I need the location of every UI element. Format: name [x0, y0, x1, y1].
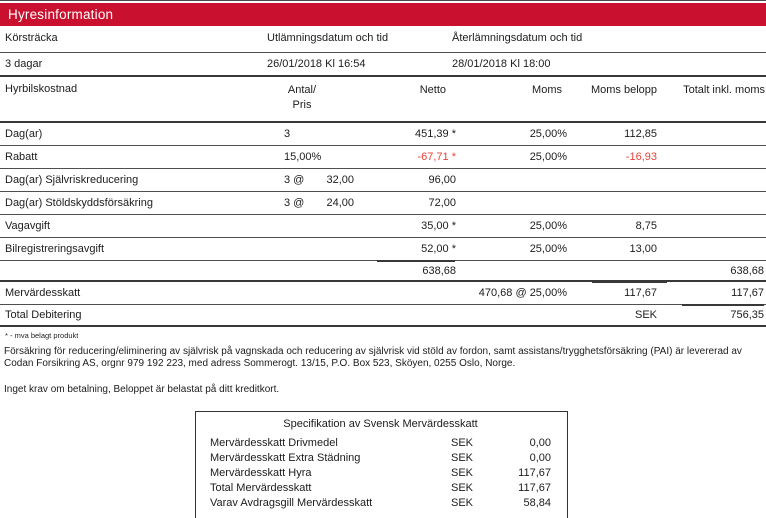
row-vat-rate: 25,00% — [529, 151, 567, 163]
row-price: 24,00 — [326, 197, 354, 209]
vat-box-value: 58,84 — [523, 496, 551, 509]
row-vat-rate: 25,00% — [529, 243, 567, 255]
return-datetime-header: Återlämningsdatum och tid — [452, 32, 583, 44]
vat-box-row-rental — [210, 466, 551, 481]
table-row-registration-fee — [0, 238, 766, 261]
row-vat-amount: 13,00 — [629, 243, 657, 255]
vat-box-row-extra-cleaning — [210, 451, 551, 466]
pickup-datetime-header: Utlämningsdatum och tid — [267, 32, 389, 44]
subtotal-sum-line — [377, 260, 455, 262]
vat-product-footnote: * - mva belagt produkt — [5, 331, 79, 340]
vat-amount: 117,67 — [624, 287, 657, 299]
row-label: Vagavgift — [5, 220, 51, 232]
row-net: 451,39 * — [415, 128, 456, 140]
vat-box-label: Mervärdesskatt Drivmedel — [210, 436, 338, 449]
distance-header: Körsträcka — [5, 32, 58, 44]
row-label: Bilregistreringsavgift — [5, 243, 105, 255]
vat-box-row-deductible — [210, 496, 551, 511]
vat-box-value: 0,00 — [529, 451, 551, 464]
row-net: 52,00 * — [421, 243, 456, 255]
vat-box-value: 117,67 — [518, 466, 551, 479]
row-label: Dag(ar) Stöldskyddsförsäkring — [5, 197, 153, 209]
title-bar — [0, 3, 766, 26]
row-net: 72,00 — [428, 197, 456, 209]
vat-box-currency: SEK — [450, 481, 473, 494]
grand-total-amount: 756,35 — [730, 309, 764, 321]
col-header-vat-rate: Moms — [532, 84, 562, 96]
row-qty: 3 @ — [284, 197, 305, 209]
vat-sum-line — [592, 281, 667, 283]
top-divider — [0, 0, 766, 1]
row-label: Mervärdesskatt — [5, 287, 81, 299]
vat-box-currency: SEK — [450, 451, 473, 464]
subtotal-total: 638,68 — [730, 264, 764, 277]
rental-summary-values — [0, 53, 766, 77]
pickup-datetime-value: 26/01/2018 Kl 16:54 — [267, 58, 366, 70]
vat-box-row-total — [210, 481, 551, 496]
col-header-total-incl-vat: Totalt inkl. moms — [683, 84, 765, 96]
vat-box-value: 117,67 — [518, 481, 551, 494]
vat-box-label: Mervärdesskatt Hyra — [210, 466, 312, 479]
return-datetime-value: 28/01/2018 Kl 18:00 — [452, 58, 551, 70]
vat-box-currency: SEK — [450, 466, 473, 479]
vat-total: 117,67 — [731, 287, 764, 299]
cost-table-header — [0, 81, 766, 123]
table-row-days — [0, 123, 766, 146]
col-header-qty-price — [272, 83, 360, 113]
col-header-net: Netto — [419, 84, 446, 96]
vat-specification-box — [195, 411, 568, 518]
vat-box-label: Total Mervärdesskatt — [210, 481, 312, 494]
col-header-item: Hyrbilskostnad — [5, 83, 78, 95]
grand-total-currency: SEK — [634, 309, 657, 321]
subtotal-net: 638,68 — [422, 264, 456, 277]
table-row-subtotal — [0, 261, 766, 282]
vat-box-title: Specifikation av Svensk Mervärdesskatt — [283, 417, 478, 430]
row-net: 35,00 * — [421, 220, 456, 232]
row-label: Total Debitering — [5, 309, 82, 321]
row-vat-amount: 8,75 — [635, 220, 657, 232]
rental-summary — [0, 26, 766, 77]
row-qty: 15,00% — [284, 151, 322, 163]
insurance-note: Försäkring för reducering/eliminering av självrisk på vagnskada och reducering av självrisk vid stöld av fordon, samt assistans/trygghetsförsäkring (PAI) är levererad av Codan Forsikring AS, orgnr 979 192 223, med adress Sommerogt. 13/15, P.O. Box 523, Sköyen, 0255 Oslo, Norge. — [4, 346, 742, 369]
row-price: 32,00 — [326, 174, 354, 186]
vat-calculation: 470,68 @ 25,00% — [478, 287, 567, 299]
row-qty: 3 @ — [284, 174, 305, 186]
row-vat-amount: 112,85 — [624, 128, 657, 140]
rental-summary-headers — [0, 26, 766, 53]
table-row-theft-protection — [0, 192, 766, 215]
col-header-price: Pris — [292, 99, 312, 111]
row-label: Dag(ar) Självriskreducering — [5, 174, 139, 186]
table-row-vat — [0, 282, 766, 305]
table-row-grand-total — [0, 305, 766, 327]
row-vat-amount-negative: -16,93 — [625, 151, 657, 163]
row-label: Rabatt — [5, 151, 38, 163]
vat-box-value: 0,00 — [529, 436, 551, 449]
vat-box-currency: SEK — [450, 436, 473, 449]
row-label: Dag(ar) — [5, 128, 43, 140]
grand-total-sum-line — [682, 304, 764, 306]
vat-box-currency: SEK — [450, 496, 473, 509]
col-header-qty: Antal/ — [287, 84, 317, 96]
vat-box-label: Varav Avdragsgill Mervärdesskatt — [210, 496, 373, 509]
row-vat-rate: 25,00% — [529, 220, 567, 232]
table-row-discount — [0, 146, 766, 169]
payment-note: Inget krav om betalning, Beloppet är belastat på ditt kreditkort. — [4, 384, 280, 395]
table-row-excess-reduction — [0, 169, 766, 192]
row-net: 96,00 — [428, 174, 456, 186]
col-header-vat-amount: Moms belopp — [590, 84, 657, 96]
vat-box-row-fuel — [210, 436, 551, 451]
vat-box-label: Mervärdesskatt Extra Städning — [210, 451, 361, 464]
row-vat-rate: 25,00% — [529, 128, 567, 140]
row-net-negative: -67,71 * — [417, 151, 456, 163]
distance-value: 3 dagar — [5, 58, 43, 70]
page-title: Hyresinformation — [8, 7, 114, 22]
table-row-road-fee — [0, 215, 766, 238]
cost-table — [0, 81, 766, 327]
row-qty: 3 — [284, 128, 291, 140]
